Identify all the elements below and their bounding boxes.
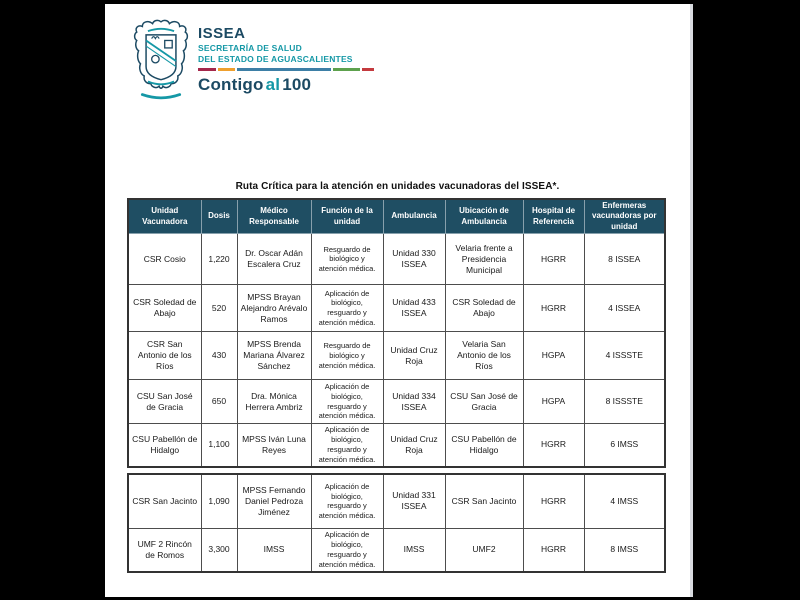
cell-medico: MPSS Fernando Daniel Pedroza Jiménez bbox=[237, 474, 311, 529]
cell-ambulancia: Unidad 334 ISSEA bbox=[383, 380, 445, 424]
cell-enfermeras: 6 IMSS bbox=[584, 424, 665, 467]
cell-ambulancia: IMSS bbox=[383, 529, 445, 572]
table-row bbox=[128, 529, 665, 572]
cell-dosis: 1,090 bbox=[201, 474, 237, 529]
cell-hospital: HGRR bbox=[523, 234, 584, 285]
brand-divider-line bbox=[198, 68, 376, 71]
cell-hospital: HGPA bbox=[523, 332, 584, 380]
slogan-100: 100 bbox=[282, 74, 312, 94]
cell-funcion: Aplicación de biológico, resguardo y atención médica. bbox=[311, 424, 383, 467]
table-row bbox=[128, 332, 665, 380]
cell-enfermeras: 8 IMSS bbox=[584, 529, 665, 572]
cell-medico: MPSS Brayan Alejandro Arévalo Ramos bbox=[237, 285, 311, 332]
cell-ambulancia: Unidad 331 ISSEA bbox=[383, 474, 445, 529]
cell-unidad: CSU Pabellón de Hidalgo bbox=[128, 424, 201, 467]
vaccination-units-table-part-2 bbox=[127, 473, 666, 573]
divider-segment bbox=[218, 68, 236, 71]
brand-text-block bbox=[198, 18, 376, 95]
cell-hospital: HGRR bbox=[523, 474, 584, 529]
cell-unidad: CSR Cosio bbox=[128, 234, 201, 285]
cell-ambulancia: Unidad Cruz Roja bbox=[383, 424, 445, 467]
table-row bbox=[128, 474, 665, 529]
table-row bbox=[128, 234, 665, 285]
column-header-funcion-de-la-unidad: Función de la unidad bbox=[311, 199, 383, 234]
cell-enfermeras: 8 ISSEA bbox=[584, 234, 665, 285]
column-header-ambulancia: Ambulancia bbox=[383, 199, 445, 234]
cell-ubicacion: CSR Soledad de Abajo bbox=[445, 285, 523, 332]
column-header-dosis: Dosis bbox=[201, 199, 237, 234]
column-header-ubicacion-de-ambulancia: Ubicación de Ambulancia bbox=[445, 199, 523, 234]
cell-ambulancia: Unidad 433 ISSEA bbox=[383, 285, 445, 332]
cell-unidad: CSR Soledad de Abajo bbox=[128, 285, 201, 332]
column-header-unidad-vacunadora: Unidad Vacunadora bbox=[128, 199, 201, 234]
cell-ubicacion: CSU Pabellón de Hidalgo bbox=[445, 424, 523, 467]
cell-enfermeras: 8 ISSSTE bbox=[584, 380, 665, 424]
cell-hospital: HGRR bbox=[523, 424, 584, 467]
column-header-hospital-de-referencia: Hospital de Referencia bbox=[523, 199, 584, 234]
cell-funcion: Aplicación de biológico, resguardo y atención médica. bbox=[311, 380, 383, 424]
divider-segment bbox=[362, 68, 374, 71]
document-title: Ruta Crítica para la atención en unidades vacunadoras del ISSEA*. bbox=[235, 181, 560, 192]
cell-funcion: Aplicación de biológico, resguardo y atención médica. bbox=[311, 474, 383, 529]
cell-dosis: 1,220 bbox=[201, 234, 237, 285]
cell-hospital: HGRR bbox=[523, 285, 584, 332]
table-header-row bbox=[128, 199, 665, 234]
document-page bbox=[105, 4, 693, 597]
cell-ubicacion: CSU San José de Gracia bbox=[445, 380, 523, 424]
cell-medico: IMSS bbox=[237, 529, 311, 572]
cell-ubicacion: CSR San Jacinto bbox=[445, 474, 523, 529]
aguascalientes-coat-of-arms-icon bbox=[133, 18, 189, 104]
table-row bbox=[128, 380, 665, 424]
cell-dosis: 650 bbox=[201, 380, 237, 424]
org-abbreviation: ISSEA bbox=[198, 25, 246, 42]
cell-ubicacion: UMF2 bbox=[445, 529, 523, 572]
cell-dosis: 520 bbox=[201, 285, 237, 332]
cell-dosis: 1,100 bbox=[201, 424, 237, 467]
cell-enfermeras: 4 IMSS bbox=[584, 474, 665, 529]
vaccination-units-table-part-1 bbox=[127, 198, 666, 468]
cell-enfermeras: 4 ISSSTE bbox=[584, 332, 665, 380]
column-header-medico-responsable: Médico Responsable bbox=[237, 199, 311, 234]
cell-funcion: Aplicación de biológico, resguardo y atención médica. bbox=[311, 285, 383, 332]
table-row bbox=[128, 424, 665, 467]
slogan-al: al bbox=[265, 74, 281, 94]
divider-segment bbox=[237, 68, 331, 71]
cell-unidad: UMF 2 Rincón de Romos bbox=[128, 529, 201, 572]
cell-unidad: CSR San Antonio de los Ríos bbox=[128, 332, 201, 380]
cell-ambulancia: Unidad 330 ISSEA bbox=[383, 234, 445, 285]
cell-medico: MPSS Brenda Mariana Álvarez Sánchez bbox=[237, 332, 311, 380]
cell-ambulancia: Unidad Cruz Roja bbox=[383, 332, 445, 380]
cell-enfermeras: 4 ISSEA bbox=[584, 285, 665, 332]
org-name-line2: DEL ESTADO DE AGUASCALIENTES bbox=[198, 53, 353, 64]
cell-funcion: Resguardo de biológico y atención médica. bbox=[311, 332, 383, 380]
vaccination-units-tables bbox=[127, 198, 665, 573]
slogan-contigo: Contigo bbox=[198, 74, 264, 94]
cell-funcion: Aplicación de biológico, resguardo y atención médica. bbox=[311, 529, 383, 572]
cell-medico: Dra. Mónica Herrera Ambriz bbox=[237, 380, 311, 424]
cell-hospital: HGRR bbox=[523, 529, 584, 572]
divider-segment bbox=[333, 68, 360, 71]
cell-unidad: CSR San Jacinto bbox=[128, 474, 201, 529]
issea-brand-header bbox=[133, 18, 376, 104]
cell-dosis: 430 bbox=[201, 332, 237, 380]
cell-hospital: HGPA bbox=[523, 380, 584, 424]
cell-ubicacion: Velaria San Antonio de los Ríos bbox=[445, 332, 523, 380]
cell-unidad: CSU San José de Gracia bbox=[128, 380, 201, 424]
org-name-line1: SECRETARÍA DE SALUD bbox=[198, 42, 302, 53]
cell-medico: MPSS Iván Luna Reyes bbox=[237, 424, 311, 467]
divider-segment bbox=[198, 68, 216, 71]
cell-dosis: 3,300 bbox=[201, 529, 237, 572]
contigo-al-100-slogan bbox=[198, 75, 376, 95]
table-row bbox=[128, 285, 665, 332]
cell-ubicacion: Velaria frente a Presidencia Municipal bbox=[445, 234, 523, 285]
cell-funcion: Resguardo de biológico y atención médica. bbox=[311, 234, 383, 285]
column-header-enfermeras: Enfermeras vacunadoras por unidad bbox=[584, 199, 665, 234]
cell-medico: Dr. Oscar Adán Escalera Cruz bbox=[237, 234, 311, 285]
